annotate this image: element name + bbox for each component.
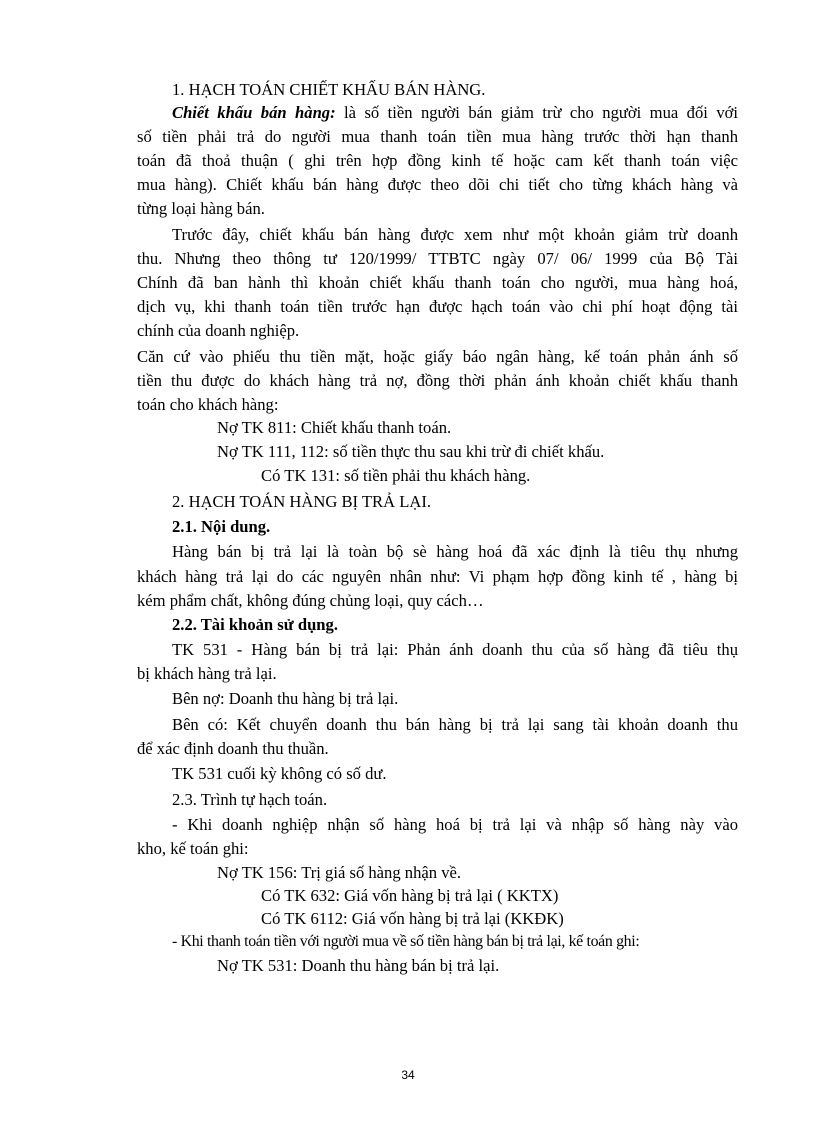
paragraph-3-line-1: Căn cứ vào phiếu thu tiền mặt, hoặc giấy báo ngân hàng, kế toán phản ánh số xyxy=(137,347,738,366)
entry-2-credit-2: Có TK 6112: Giá vốn hàng bị trả lại (KKĐK) xyxy=(261,909,564,928)
paragraph-7-line-2: để xác định doanh thu thuần. xyxy=(137,739,329,758)
paragraph-1-line-5: từng loại hàng bán. xyxy=(137,199,265,218)
paragraph-2-line-3: Chính đã ban hành thì khoản chiết khấu thanh toán cho người, mua hàng hoá, xyxy=(137,273,738,292)
paragraph-2-line-5: chính của doanh nghiệp. xyxy=(137,321,300,340)
paragraph-4-line-2: khách hàng trả lại do các nguyên nhân như: Vi phạm hợp đồng kinh tế , hàng bị xyxy=(137,567,738,586)
section-1-heading: 1. HẠCH TOÁN CHIẾT KHẤU BÁN HÀNG. xyxy=(172,80,486,99)
paragraph-4-line-3: kém phẩm chất, không đúng chủng loại, quy cách… xyxy=(137,591,484,610)
entry-1-debit-1: Nợ TK 811: Chiết khấu thanh toán. xyxy=(217,418,452,437)
entry-2-credit-1: Có TK 632: Giá vốn hàng bị trả lại ( KKTX) xyxy=(261,886,559,905)
paragraph-3-line-3: toán cho khách hàng: xyxy=(137,395,279,414)
entry-2-debit-1: Nợ TK 156: Trị giá số hàng nhận về. xyxy=(217,863,462,882)
page-number: 34 xyxy=(401,1068,415,1082)
paragraph-1-line-2: số tiền phải trả do người mua thanh toán tiền mua hàng trước thời hạn thanh xyxy=(137,127,738,146)
entry-1-credit-1: Có TK 131: số tiền phải thu khách hàng. xyxy=(261,466,531,485)
paragraph-4-line-1: Hàng bán bị trả lại là toàn bộ sè hàng hoá đã xác định là tiêu thụ nhưng xyxy=(172,542,738,561)
paragraph-5-line-2: bị khách hàng trả lại. xyxy=(137,664,277,683)
section-2-3-heading: 2.3. Trình tự hạch toán. xyxy=(172,790,328,809)
section-2-1-heading: 2.1. Nội dung. xyxy=(172,517,271,536)
paragraph-7-line-1: Bên có: Kết chuyển doanh thu bán hàng bị trả lại sang tài khoản doanh thu xyxy=(172,715,738,734)
section-2-heading: 2. HẠCH TOÁN HÀNG BỊ TRẢ LẠI. xyxy=(172,492,432,511)
paragraph-3-line-2: tiền thu được do khách hàng trả nợ, đồng thời phản ánh khoản chiết khấu thanh xyxy=(137,371,738,390)
paragraph-10: - Khi thanh toán tiền với người mua về số tiền hàng bán bị trả lại, kế toán ghi: xyxy=(172,933,640,950)
paragraph-2-line-2: thu. Nhưng theo thông tư 120/1999/ TTBTC ngày 07/ 06/ 1999 của Bộ Tài xyxy=(137,249,738,268)
paragraph-9-line-2: kho, kế toán ghi: xyxy=(137,839,249,858)
paragraph-2-line-4: dịch vụ, khi thanh toán tiền trước hạn được hạch toán vào chi phí hoạt động tài xyxy=(137,297,738,316)
paragraph-8: TK 531 cuối kỳ không có số dư. xyxy=(172,764,387,783)
paragraph-6: Bên nợ: Doanh thu hàng bị trả lại. xyxy=(172,689,399,708)
paragraph-1-line-1 xyxy=(172,102,738,124)
entry-1-debit-2: Nợ TK 111, 112: số tiền thực thu sau khi trừ đi chiết khấu. xyxy=(217,442,605,461)
entry-3-debit-1: Nợ TK 531: Doanh thu hàng bán bị trả lại. xyxy=(217,956,500,975)
paragraph-2-line-1: Trước đây, chiết khấu bán hàng được xem như một khoản giảm trừ doanh xyxy=(172,225,738,244)
paragraph-1-line-1-text: là số tiền người bán giảm trừ cho người mua đối với xyxy=(335,103,738,122)
section-2-2-heading: 2.2. Tài khoản sử dụng. xyxy=(172,615,338,634)
paragraph-1-line-4: mua hàng). Chiết khấu bán hàng được theo dõi chi tiết cho từng khách hàng và xyxy=(137,175,738,194)
paragraph-9-line-1: - Khi doanh nghiệp nhận số hàng hoá bị trả lại và nhập số hàng này vào xyxy=(172,815,738,834)
term-chiet-khau: Chiết khấu bán hàng: xyxy=(172,103,336,122)
paragraph-1-line-3: toán đã thoả thuận ( ghi trên hợp đồng kinh tế hoặc cam kết thanh toán việc xyxy=(137,151,738,170)
paragraph-5-line-1: TK 531 - Hàng bán bị trả lại: Phản ánh doanh thu của số hàng đã tiêu thụ xyxy=(172,640,738,659)
